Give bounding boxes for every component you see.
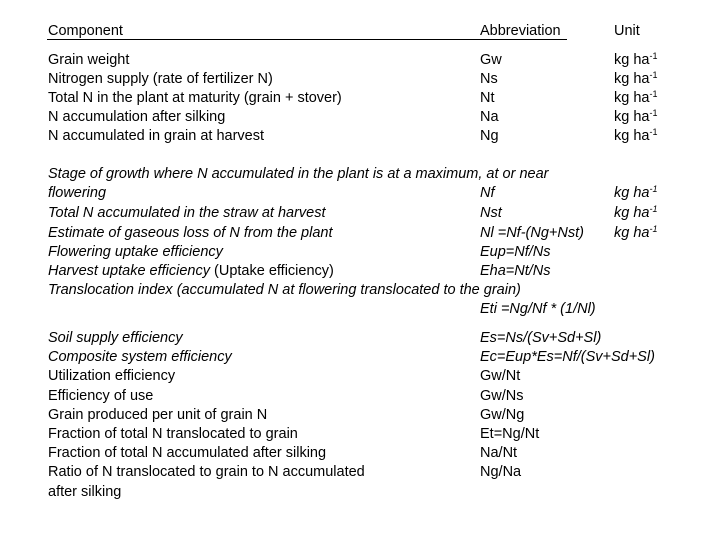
s3-abbr-1: Ec=Eup*Es=Nf/(Sv+Sd+Sl) — [480, 349, 655, 365]
s3-abbr-5: Et=Ng/Nt — [480, 426, 540, 442]
s1-unit-2: kg $ha^{-1}$ — [614, 89, 658, 106]
s2-trans-abbr: Eti =Ng/Nf * (1/Nl) — [480, 301, 596, 317]
s1-abbr-0: Gw — [480, 52, 502, 68]
header-abbreviation: Abbreviation — [480, 23, 561, 39]
s3-abbr-6: Na/Nt — [480, 445, 518, 461]
s2-loss-unit: kg $ha^{-1}$ — [614, 224, 658, 241]
s2-flower-abbr: Eup=Nf/Ns — [480, 244, 551, 260]
s3-abbr-2: Gw/Nt — [480, 368, 521, 384]
header-unit: Unit — [614, 23, 640, 39]
s3-label-7: Ratio of N translocated to grain to N accumulated — [48, 464, 365, 480]
s1-unit-0: kg $ha^{-1}$ — [614, 51, 658, 68]
s1-unit-4: kg $ha^{-1}$ — [614, 127, 658, 144]
s3-label-6: Fraction of total N accumulated after silking — [48, 445, 327, 461]
s2-stage-abbr: Nf — [480, 185, 495, 201]
s3-label-4: Grain produced per unit of grain N — [48, 407, 268, 423]
s2-straw-label: Total N accumulated in the straw at harvest — [48, 205, 326, 221]
s3-label-7-cont: after silking — [48, 484, 122, 500]
s1-label-1: Nitrogen supply (rate of fertilizer N) — [48, 71, 273, 87]
s1-unit-1: kg $ha^{-1}$ — [614, 70, 658, 87]
s1-label-4: N accumulated in grain at harvest — [48, 128, 264, 144]
s3-abbr-0: Es=Ns/(Sv+Sd+Sl) — [480, 330, 602, 346]
s3-abbr-3: Gw/Ns — [480, 388, 524, 404]
s2-straw-unit: kg $ha^{-1}$ — [614, 204, 658, 221]
header-rule — [47, 39, 567, 40]
s3-label-2: Utilization efficiency — [48, 368, 176, 384]
s3-abbr-4: Gw/Ng — [480, 407, 525, 423]
s3-abbr-7: Ng/Na — [480, 464, 522, 480]
s2-harvest-abbr: Eha=Nt/Ns — [480, 263, 551, 279]
s2-straw-abbr: Nst — [480, 205, 502, 221]
s1-abbr-2: Nt — [480, 90, 495, 106]
header-component: Component — [48, 23, 123, 39]
s2-trans-label: Translocation index (accumulated N at flowering translocated to the grain) — [48, 282, 521, 298]
s3-label-5: Fraction of total N translocated to grain — [48, 426, 298, 442]
s2-stage-line2: flowering — [48, 185, 107, 201]
s1-abbr-1: Ns — [480, 71, 498, 87]
s3-label-3: Efficiency of use — [48, 388, 154, 404]
s1-unit-3: kg $ha^{-1}$ — [614, 108, 658, 125]
s1-abbr-4: Ng — [480, 128, 499, 144]
s2-stage-unit: kg $ha^{-1}$ — [614, 184, 658, 201]
s1-label-3: N accumulation after silking — [48, 109, 226, 125]
s2-stage-line1: Stage of growth where N accumulated in the plant is at a maximum, at or near — [48, 166, 549, 182]
s1-label-2: Total N in the plant at maturity (grain + stover) — [48, 90, 342, 106]
s1-abbr-3: Na — [480, 109, 499, 125]
s3-label-1: Composite system efficiency — [48, 349, 232, 365]
s3-label-0: Soil supply efficiency — [48, 330, 183, 346]
s2-flower-label: Flowering uptake efficiency — [48, 244, 223, 260]
s2-harvest-label: Harvest uptake efficiency (Uptake efficiency) — [48, 263, 334, 279]
s1-label-0: Grain weight — [48, 52, 130, 68]
s2-loss-label: Estimate of gaseous loss of N from the plant — [48, 225, 333, 241]
s2-loss-abbr: Nl =Nf-(Ng+Nst) — [480, 225, 584, 241]
